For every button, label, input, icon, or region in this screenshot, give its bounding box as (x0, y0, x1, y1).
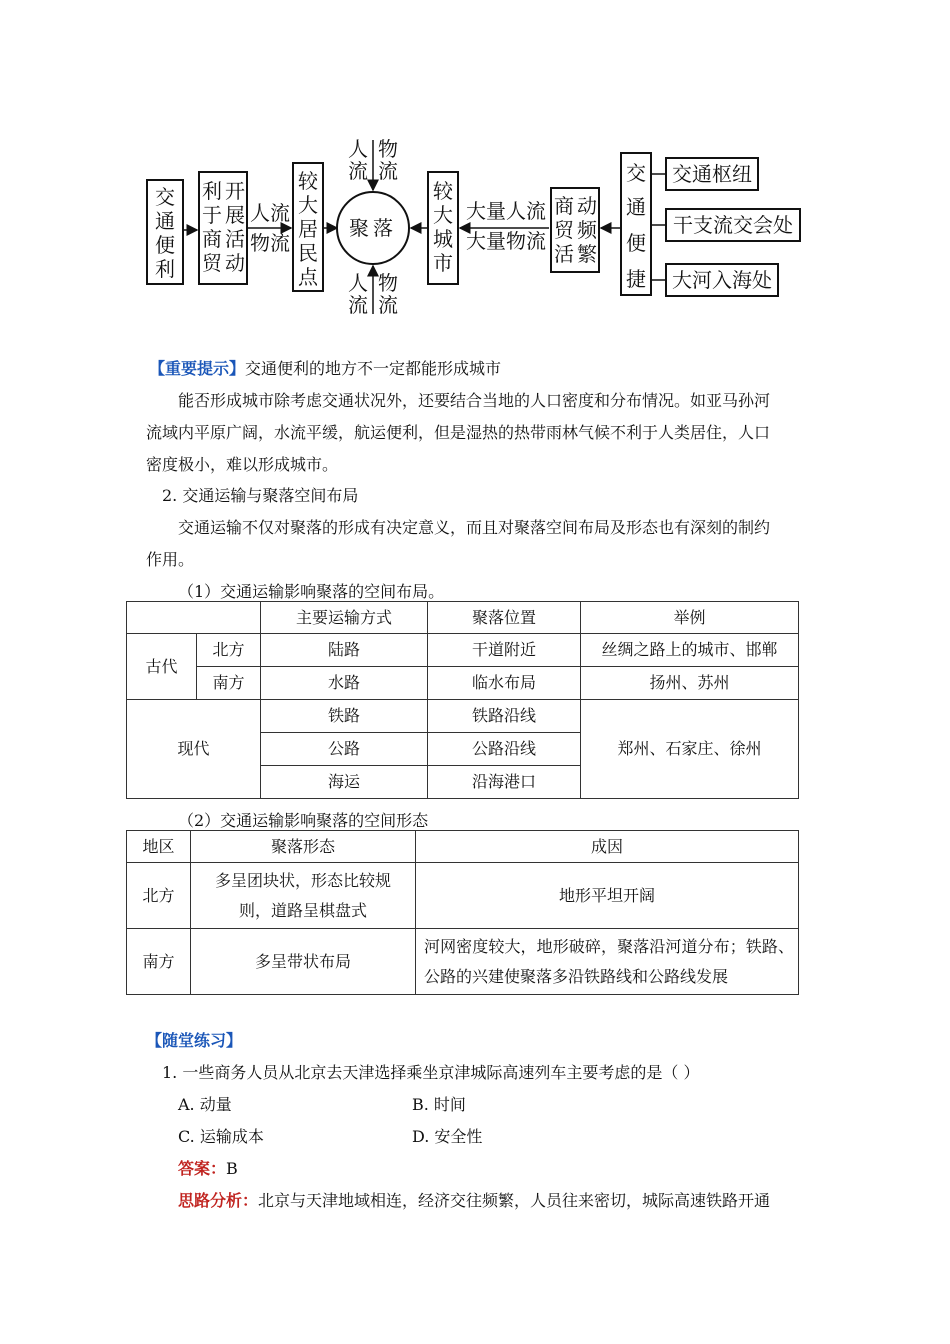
cell: 丝绸之路上的城市、邯郸 (581, 634, 799, 667)
cell-south: 南方 (197, 667, 261, 700)
table1-caption: （1）交通运输影响聚落的空间布局。 (178, 582, 445, 601)
diagram-char: 商 (554, 194, 574, 218)
header-region: 地区 (127, 831, 191, 863)
answer-value: B (226, 1159, 238, 1178)
header-settlement-location: 聚落位置 (428, 602, 581, 634)
diagram-char: 活 (225, 227, 245, 251)
table-spatial-layout (126, 601, 799, 799)
diagram-char: 繁 (577, 242, 597, 266)
question-1: 1. 一些商务人员从北京去天津选择乘坐京津城际高速列车主要考虑的是（ ） (162, 1063, 700, 1082)
cell-modern-example: 郑州、石家庄、徐州 (581, 700, 799, 799)
diagram-char: 大 (433, 203, 453, 227)
diagram-char: 城 (433, 227, 453, 251)
diagram-char: 展 (225, 203, 245, 227)
header-settlement-form: 聚落形态 (191, 831, 416, 863)
analysis-text: 北京与天津地域相连，经济交往频繁，人员往来密切，城际高速铁路开通 (258, 1191, 771, 1210)
diagram-char: 大量人流 (466, 199, 546, 223)
diagram-char: 民 (298, 241, 318, 265)
diagram-char: 物 (378, 271, 398, 295)
diagram-char: 捷 (626, 267, 646, 291)
diagram-char: 人 (348, 137, 368, 161)
cell-cause-south (416, 929, 799, 995)
cell-region-south: 南方 (127, 929, 191, 995)
cell-cause-north: 地形平坦开阔 (416, 863, 799, 929)
cell-region-north: 北方 (127, 863, 191, 929)
table-spatial-form (126, 830, 799, 995)
diagram-char: 交 (155, 185, 175, 209)
diagram-char: 市 (433, 251, 453, 275)
header-blank (127, 602, 261, 634)
diagram-char: 人流 (250, 201, 290, 225)
diagram-char: 大 (298, 193, 318, 217)
box-frequent-trade (551, 188, 599, 272)
cell: 铁路沿线 (428, 700, 581, 733)
diagram-char: 通 (155, 209, 175, 233)
cell: 扬州、苏州 (581, 667, 799, 700)
diagram-char: 贸 (202, 251, 222, 275)
cell-modern: 现代 (127, 700, 261, 799)
diagram-char: 较 (433, 179, 453, 203)
tip-heading: 交通便利的地方不一定都能形成城市 (245, 359, 502, 378)
diagram-char: 大量物流 (466, 229, 546, 253)
diagram-char: 居 (298, 217, 318, 241)
tip-paragraph-line-1: 能否形成城市除考虑交通状况外，还要结合当地的人口密度和分布情况。如亚马孙河 (178, 391, 771, 410)
cell: 公路沿线 (428, 733, 581, 766)
tip-title: 【重要提示】 (149, 359, 246, 378)
diagram-char: 干支流交会处 (673, 213, 793, 237)
cell: 沿海港口 (428, 766, 581, 799)
diagram-char: 大河入海处 (672, 268, 772, 292)
box-trade-activities (199, 172, 247, 284)
header-cause: 成因 (416, 831, 799, 863)
diagram-char: 动 (577, 194, 597, 218)
cell: 临水布局 (428, 667, 581, 700)
analysis-label: 思路分析： (178, 1191, 259, 1210)
diagram-char: 物流 (250, 231, 290, 255)
diagram-char: 流 (378, 159, 398, 183)
item-river-mouth (666, 264, 778, 296)
box-larger-settlement (293, 163, 323, 291)
tip-paragraph-line-3: 密度极小，难以形成城市。 (146, 455, 339, 474)
cell-text: 河网密度较大，地形破碎，聚落沿河道分布；铁路、公路的兴建使聚落多沿铁路线和公路线发展 (424, 936, 794, 986)
center-settlement-circle (337, 192, 409, 264)
practice-title: 【随堂练习】 (146, 1031, 243, 1050)
cell: 海运 (261, 766, 428, 799)
cell: 陆路 (261, 634, 428, 667)
diagram-char: 利 (202, 179, 222, 203)
header-transport-mode: 主要运输方式 (261, 602, 428, 634)
cell-north: 北方 (197, 634, 261, 667)
settlement-flow-diagram (0, 0, 950, 330)
table2-caption: （2）交通运输影响聚落的空间形态 (178, 811, 429, 830)
diagram-char: 聚落 (349, 216, 397, 240)
diagram-char: 开 (225, 179, 245, 203)
diagram-char: 利 (155, 257, 175, 281)
diagram-char: 交 (626, 161, 646, 185)
cell: 干道附近 (428, 634, 581, 667)
diagram-char: 商 (202, 227, 222, 251)
box-larger-city (428, 172, 458, 284)
diagram-char: 贸 (554, 218, 574, 242)
diagram-char: 流 (378, 293, 398, 317)
section2-heading: 2. 交通运输与聚落空间布局 (162, 486, 359, 505)
item-tributary-confluence (666, 209, 800, 241)
diagram-char: 人 (348, 271, 368, 295)
diagram-char: 流 (348, 293, 368, 317)
diagram-char: 点 (298, 265, 318, 289)
header-example: 举例 (581, 602, 799, 634)
cell-ancient: 古代 (127, 634, 197, 700)
diagram-char: 活 (554, 242, 574, 266)
tip-paragraph-line-2: 流域内平原广阔，水流平缓，航运便利，但是湿热的热带雨林气候不利于人类居住，人口 (146, 423, 771, 442)
cell-form-north (191, 863, 416, 929)
cell: 铁路 (261, 700, 428, 733)
answer-line (178, 1159, 238, 1179)
box-transport-convenient-right (621, 153, 651, 295)
diagram-char: 较 (298, 169, 318, 193)
section2-line-1: 交通运输不仅对聚落的形成有决定意义，而且对聚落空间布局及形态也有深刻的制约 (178, 518, 771, 537)
section2-line-2: 作用。 (146, 550, 195, 569)
diagram-char: 动 (225, 251, 245, 275)
tip-line (149, 359, 501, 379)
diagram-char: 于 (202, 203, 222, 227)
option-d[interactable]: D. 安全性 (412, 1127, 483, 1146)
cell-text: 多呈团块状，形态比较规则，道路呈棋盘式 (214, 870, 391, 920)
analysis-line (178, 1191, 770, 1211)
option-a[interactable]: A. 动量 (178, 1095, 232, 1114)
diagram-char: 频 (577, 218, 597, 242)
cell: 水路 (261, 667, 428, 700)
diagram-char: 便 (155, 233, 175, 257)
diagram-char: 流 (348, 159, 368, 183)
diagram-char: 交通枢纽 (672, 162, 752, 186)
answer-label: 答案： (178, 1159, 227, 1178)
option-b[interactable]: B. 时间 (412, 1095, 466, 1114)
item-transport-hub (666, 158, 758, 190)
cell-form-south: 多呈带状布局 (191, 929, 416, 995)
diagram-char: 便 (626, 231, 646, 255)
box-transport-convenient (147, 180, 183, 284)
diagram-char: 通 (626, 195, 646, 219)
diagram-char: 物 (378, 137, 398, 161)
option-c[interactable]: C. 运输成本 (178, 1127, 264, 1146)
cell: 公路 (261, 733, 428, 766)
